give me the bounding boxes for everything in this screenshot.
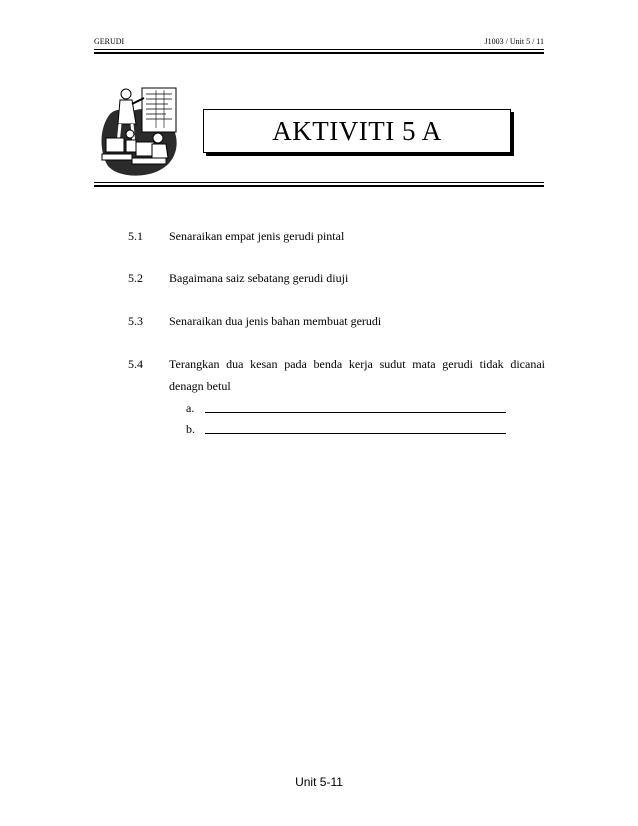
running-header-left: GERUDI [94, 37, 125, 46]
presentation-clipart-icon [96, 84, 180, 180]
question-number: 5.4 [128, 357, 143, 371]
question-number: 5.1 [128, 229, 143, 243]
question-number: 5.3 [128, 314, 143, 328]
section-rule-thick [94, 185, 544, 187]
header-rule-thin [94, 49, 544, 50]
question-text-line2: denagn betul [169, 379, 231, 393]
running-header-right: J1003 / Unit 5 / 11 [484, 37, 544, 46]
page-footer: Unit 5-11 [295, 775, 343, 789]
section-rule-thin [94, 182, 544, 183]
question-text: Senaraikan empat jenis gerudi pintal [169, 229, 345, 243]
answer-label-a: a. [186, 401, 195, 415]
answer-line-a[interactable] [205, 412, 506, 413]
question-text-line1: Terangkan dua kesan pada benda kerja sudut mata gerudi tidak dicanai [169, 357, 545, 371]
question-number: 5.2 [128, 271, 143, 285]
question-text: Senaraikan dua jenis bahan membuat gerudi [169, 314, 382, 328]
question-text: Bagaimana saiz sebatang gerudi diuji [169, 271, 349, 285]
header-rule-thick [94, 52, 544, 54]
answer-line-b[interactable] [205, 433, 506, 434]
activity-title-box [203, 109, 511, 153]
answer-label-b: b. [186, 422, 195, 436]
activity-title: AKTIVITI 5 A [272, 115, 442, 146]
